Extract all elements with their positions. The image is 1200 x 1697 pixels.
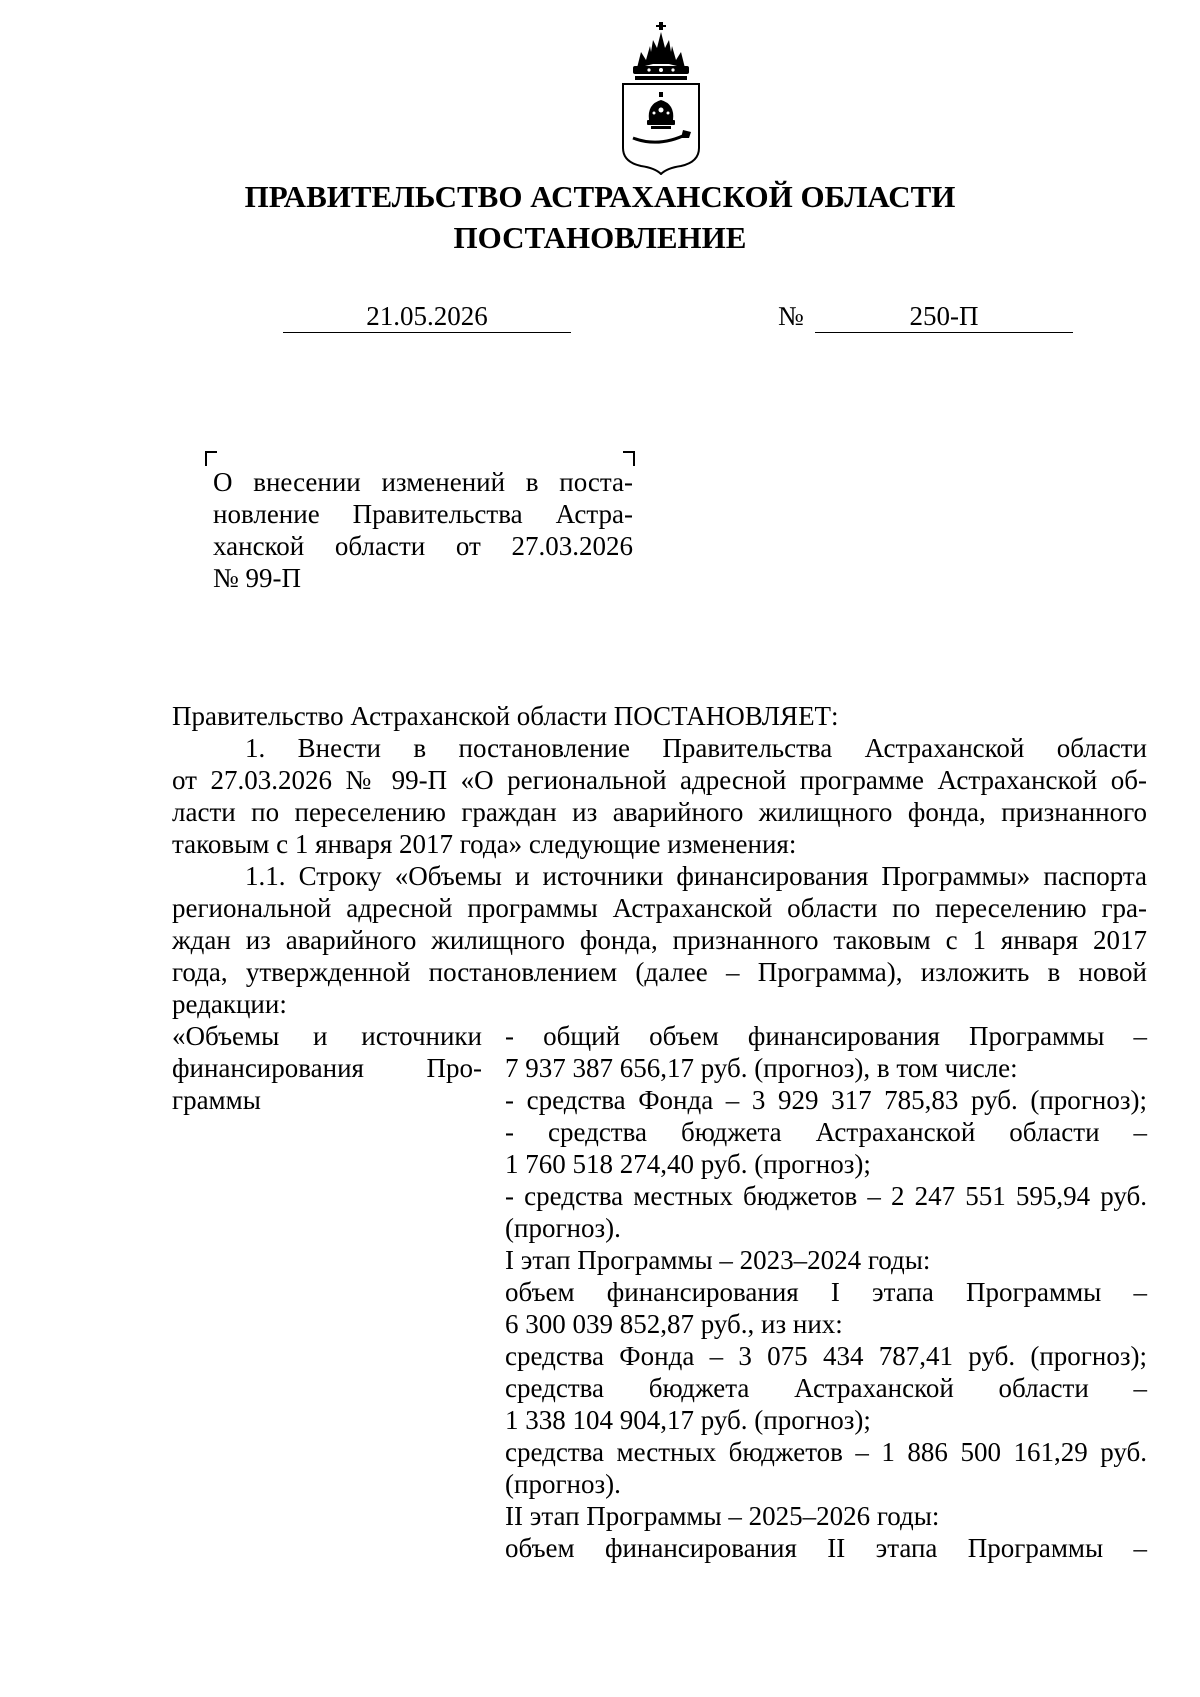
table-left-cell-line: финансирования Про-: [172, 1053, 482, 1083]
table-right-cell-line: I этап Программы – 2023–2024 годы:: [505, 1245, 931, 1275]
paragraph-line: таковым с 1 января 2017 года» следующие изменения:: [172, 829, 797, 859]
table-right-cell-line: объем финансирования II этапа Программы –: [505, 1533, 1147, 1563]
preamble: Правительство Астраханской области ПОСТАНОВЛЯЕТ:: [172, 701, 839, 731]
paragraph-line: ждан из аварийного жилищного фонда, признанного таковым с 1 января 2017: [172, 925, 1147, 955]
subject-corner-left: [205, 451, 217, 466]
table-right-cell-line: II этап Программы – 2025–2026 годы:: [505, 1501, 940, 1531]
table-left-cell-line: граммы: [172, 1085, 261, 1115]
table-right-cell-line: 1 760 518 274,40 руб. (прогноз);: [505, 1149, 871, 1179]
paragraph-line: региональной адресной программы Астраханской области по переселению гра-: [172, 893, 1147, 923]
table-right-cell-line: средства местных бюджетов – 1 886 500 161,29 руб.: [505, 1437, 1147, 1467]
paragraph-line: от 27.03.2026 № 99-П «О региональной адресной программе Астраханской об-: [172, 765, 1147, 795]
table-right-cell-line: 6 300 039 852,87 руб., из них:: [505, 1309, 843, 1339]
paragraph-line: 1. Внести в постановление Правительства Астраханской области: [245, 733, 1147, 763]
paragraph-line: редакции:: [172, 989, 287, 1019]
paragraph-line: 1.1. Строку «Объемы и источники финансирования Программы» паспорта: [245, 861, 1147, 891]
table-right-cell-line: (прогноз).: [505, 1213, 621, 1243]
subject-line: О внесении изменений в поста-: [213, 467, 633, 497]
number-sign: №: [778, 301, 804, 331]
table-right-cell-line: - средства местных бюджетов – 2 247 551 595,94 руб.: [505, 1181, 1147, 1211]
table-right-cell-line: 7 937 387 656,17 руб. (прогноз), в том числе:: [505, 1053, 1018, 1083]
table-right-cell-line: объем финансирования I этапа Программы –: [505, 1277, 1147, 1307]
document-type-title: ПОСТАНОВЛЕНИЕ: [453, 220, 747, 255]
table-right-cell-line: 1 338 104 904,17 руб. (прогноз);: [505, 1405, 871, 1435]
document-subject: [213, 466, 633, 594]
table-right-cell-line: (прогноз).: [505, 1469, 621, 1499]
paragraph-line: ласти по переселению граждан из аварийного жилищного фонда, признанного: [172, 797, 1147, 827]
table-left-cell-line: «Объемы и источники: [172, 1021, 482, 1051]
paragraph-line: года, утвержденной постановлением (далее – Программа), изложить в новой: [172, 957, 1147, 987]
subject-line: новление Правительства Астра-: [213, 499, 633, 529]
table-right-cell-line: средства бюджета Астраханской области –: [505, 1373, 1147, 1403]
subject-corner-right: [623, 451, 635, 466]
government-title: ПРАВИТЕЛЬСТВО АСТРАХАНСКОЙ ОБЛАСТИ: [244, 179, 956, 214]
table-right-cell-line: - средства Фонда – 3 929 317 785,83 руб. (прогноз);: [505, 1085, 1147, 1115]
subject-line: ханской области от 27.03.2026: [213, 531, 633, 561]
table-right-cell-line: - общий объем финансирования Программы –: [505, 1021, 1147, 1051]
document-number: 250-П: [815, 300, 1073, 333]
document-date: 21.05.2026: [283, 300, 571, 333]
table-right-cell-line: средства Фонда – 3 075 434 787,41 руб. (прогноз);: [505, 1341, 1147, 1371]
table-right-cell-line: - средства бюджета Астраханской области –: [505, 1117, 1147, 1147]
subject-line: № 99-П: [213, 563, 302, 593]
coat-of-arms-emblem: [619, 20, 703, 175]
